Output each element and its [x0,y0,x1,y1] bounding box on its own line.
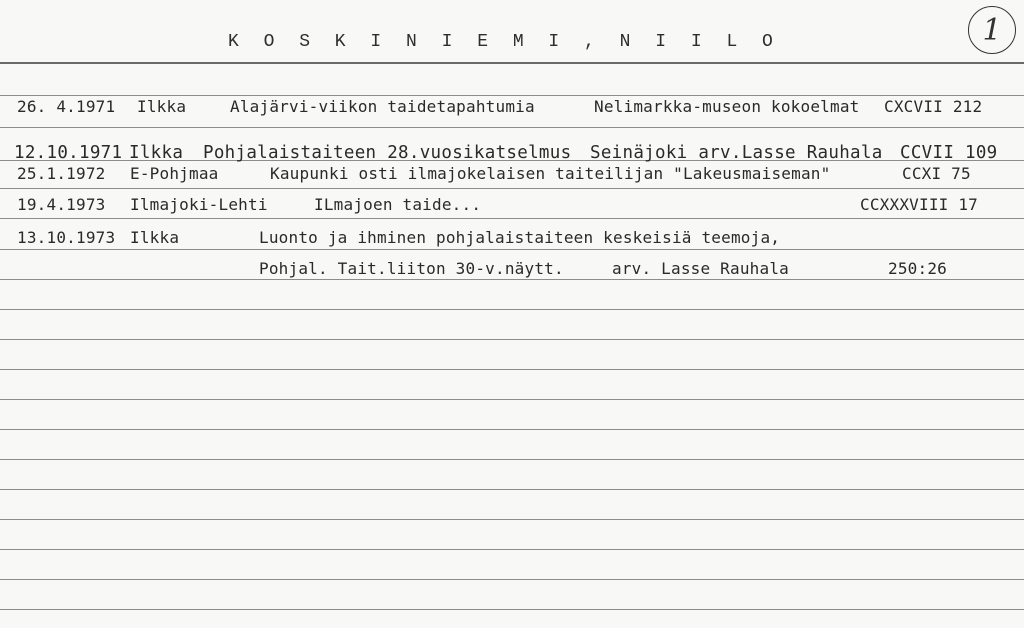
entry-title: Kaupunki osti ilmajokelaisen taiteilijan "Lakeusmaiseman" [270,164,831,183]
ruled-line [0,609,1024,610]
entry-note: Seinäjoki arv.Lasse Rauhala [590,143,883,163]
entry-source: Ilkka [129,143,184,163]
header-rule [0,62,1024,64]
ruled-line [0,95,1024,96]
ruled-line [0,127,1024,128]
ruled-line [0,369,1024,370]
entry-date: 13.10.1973 [17,228,116,247]
entry-date: 26. 4.1971 [17,97,116,116]
entry-source: Ilmajoki-Lehti [130,195,268,214]
entry-title: Alajärvi-viikon taidetapahtumia [230,97,535,116]
entry-note: arv. Lasse Rauhala [612,259,789,278]
card-number-circle [968,6,1016,54]
ruled-line [0,399,1024,400]
ruled-line [0,309,1024,310]
entry-date: 19.4.1973 [17,195,106,214]
ruled-line [0,218,1024,219]
ruled-line [0,579,1024,580]
ruled-line [0,459,1024,460]
ruled-line [0,279,1024,280]
entry-title: Pohjal. Tait.liiton 30-v.näytt. [259,259,564,278]
entry-date: 25.1.1972 [17,164,106,183]
entry-title: Pohjalaistaiteen 28.vuosikatselmus [203,143,572,163]
card-name: K O S K I N I E M I , N I I L O [228,32,780,52]
ruled-line [0,429,1024,430]
card-number: 1 [982,12,1002,48]
ruled-line [0,249,1024,250]
entry-ref: CCXXXVIII 17 [860,195,978,214]
entry-title: Luonto ja ihminen pohjalaistaiteen keskeisiä teemoja, [259,228,781,247]
ruled-line [0,549,1024,550]
entry-date: 12.10.1971 [14,143,123,163]
ruled-line [0,519,1024,520]
entry-source: E-Pohjmaa [130,164,219,183]
entry-ref: CCXI 75 [902,164,971,183]
ruled-line [0,188,1024,189]
entry-source: Ilkka [130,228,180,247]
entry-ref: 250:26 [888,259,947,278]
entry-title: ILmajoen taide... [314,195,482,214]
ruled-line [0,339,1024,340]
ruled-line [0,489,1024,490]
entry-source: Ilkka [137,97,187,116]
entry-ref: CCVII 109 [900,143,998,163]
entry-ref: CXCVII 212 [884,97,983,116]
entry-note: Nelimarkka-museon kokoelmat [594,97,860,116]
